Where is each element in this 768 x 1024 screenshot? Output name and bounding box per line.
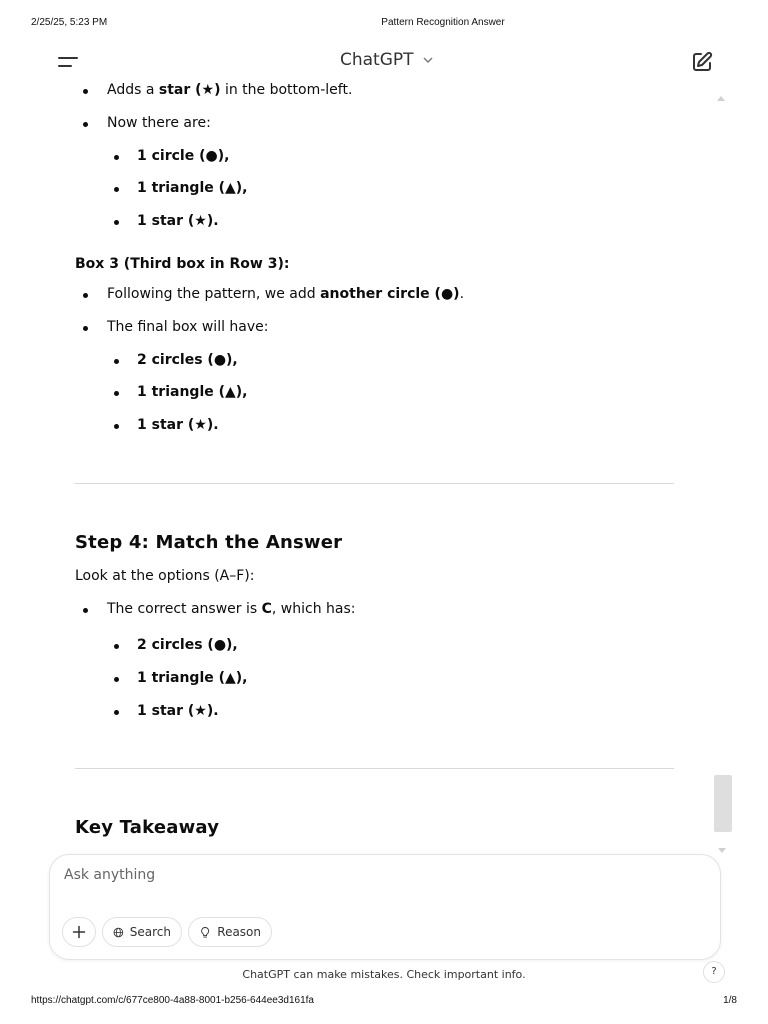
paragraph: Look at the options (A–F): [75,568,255,584]
list-item: The final box will have: [107,319,269,335]
list-item: Adds a star (★) in the bottom-left. [107,82,353,98]
new-chat-icon[interactable] [690,50,714,74]
attach-button[interactable] [62,917,96,947]
print-header [0,17,768,31]
divider [75,483,674,484]
divider [75,768,674,769]
bullet [114,155,119,160]
bullet [83,293,88,298]
reason-button[interactable] [188,917,272,947]
list-item: The correct answer is C, which has: [107,601,356,617]
list-item: 2 circles (●), [137,637,238,653]
bullet [83,89,88,94]
search-button[interactable] [102,917,182,947]
list-item: 1 star (★). [137,417,219,433]
search-label: Search [129,925,171,939]
print-footer [0,995,768,1009]
key-takeaway-heading: Key Takeaway [75,817,220,838]
step4-heading: Step 4: Match the Answer [75,532,343,553]
app-title: ChatGPT [340,50,414,70]
print-url: https://chatgpt.com/c/677ce800-4a88-8001-b256-644ee3d161fa [31,995,314,1006]
list-item: 1 triangle (▲), [137,384,248,400]
model-selector[interactable] [340,50,434,70]
list-item: 1 triangle (▲), [137,670,248,686]
scrollbar-thumb[interactable] [714,775,732,832]
bullet [83,122,88,127]
list-item: 1 star (★). [137,213,219,229]
bullet [83,326,88,331]
list-item: 2 circles (●), [137,352,238,368]
bullet [114,359,119,364]
chevron-down-icon [422,54,434,66]
disclaimer: ChatGPT can make mistakes. Check important info. [242,968,526,981]
plus-icon [72,925,86,939]
list-item: 1 star (★). [137,703,219,719]
bullet [114,391,119,396]
top-bar [0,44,768,80]
composer [49,854,721,960]
list-item: 1 circle (●), [137,148,230,164]
list-item: Following the pattern, we add another circle (●). [107,286,465,302]
bullet [83,608,88,613]
bullet [114,220,119,225]
bullet [114,644,119,649]
reason-label: Reason [217,925,261,939]
list-item: Now there are: [107,115,211,131]
conversation-area [0,80,768,850]
list-item: 1 triangle (▲), [137,180,248,196]
help-button[interactable]: ? [703,961,725,983]
scroll-up-arrow-icon[interactable] [717,96,725,101]
sidebar-menu-icon[interactable] [56,52,80,72]
bullet [114,710,119,715]
lightbulb-icon [199,925,211,940]
print-datetime: 2/25/25, 5:23 PM [31,17,108,28]
globe-icon [113,925,124,940]
prompt-input[interactable] [64,867,694,883]
section-heading: Box 3 (Third box in Row 3): [75,256,290,272]
bullet [114,187,119,192]
scroll-down-arrow-icon[interactable] [718,848,726,853]
print-page-number: 1/8 [723,995,737,1006]
bullet [114,677,119,682]
bullet [114,424,119,429]
print-doc-title: Pattern Recognition Answer [381,17,505,28]
